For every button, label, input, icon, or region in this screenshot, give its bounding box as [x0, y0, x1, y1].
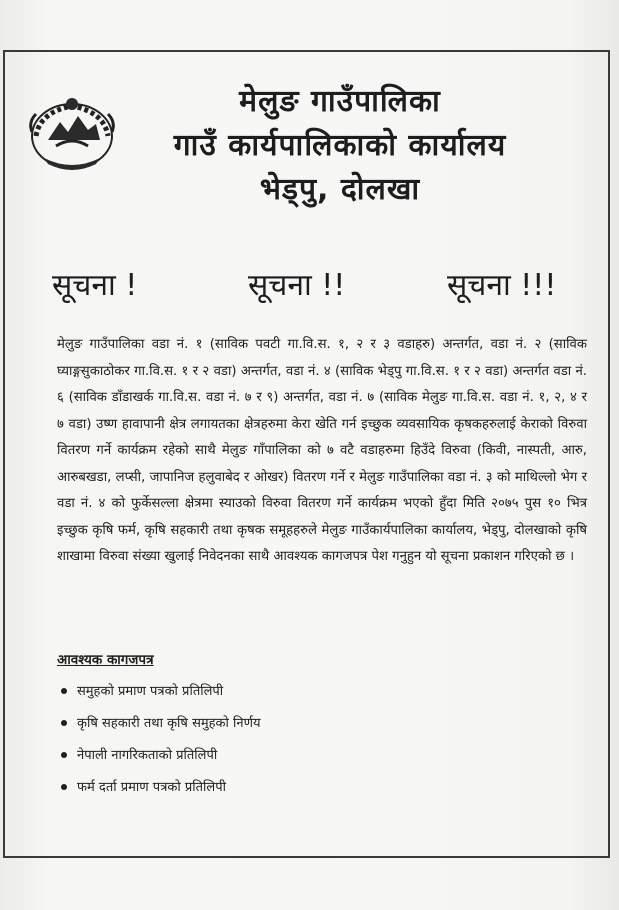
- document-item-label: फर्म दर्ता प्रमाण पत्रको प्रतिलिपी: [77, 780, 226, 795]
- document-item-label: समुहको प्रमाण पत्रको प्रतिलिपी: [77, 684, 224, 699]
- municipality-name: मेलुङ गाउँपालिका: [239, 84, 441, 119]
- required-documents-list: [57, 676, 577, 804]
- office-header: [140, 80, 540, 212]
- document-item-label: नेपाली नागरिकताको प्रतिलिपी: [77, 748, 218, 763]
- bullet-icon: [61, 688, 67, 694]
- list-item: [57, 772, 577, 804]
- nepal-government-emblem-icon: [26, 92, 118, 174]
- bullet-icon: [61, 720, 67, 726]
- list-item: [57, 708, 577, 740]
- document-item-label: कृषि सहकारी तथा कृषि समुहको निर्णय: [77, 716, 261, 731]
- notice-heading-2: सूचना !!: [248, 268, 346, 303]
- notice-heading-row: [0, 268, 619, 308]
- notice-heading-1: सूचना !: [52, 268, 138, 303]
- bullet-icon: [61, 752, 67, 758]
- office-name: गाउँ कार्यपालिकाको कार्यालय: [173, 128, 507, 163]
- required-documents-title: आवश्यक कागजपत्र: [57, 652, 154, 668]
- notice-body-text: मेलुङ गाउँपालिका वडा नं. १ (साविक पवटी गा.वि.स. १, २ र ३ वडाहरु) अन्तर्गत, वडा नं. २ (साविक घ्याङ्गसुकाठोकर गा.वि.स. १ र २ वडा) अन्तर्गत, वडा नं. ४ (साविक भेड्पु गा.वि.स. १ र २ वडा) अन्तर्गत वडा नं. ६ (साविक डाँडाखर्क गा.वि.स. वडा नं. ७ र ९) अन्तर्गत, वडा नं. ७ (साविक मेलुङ गा.वि.स. वडा नं. १, २, ४ र ७ वडा) उष्ण हावापानी क्षेत्र लगायतका क्षेत्रहरुमा केरा खेति गर्न इच्छुक व्यवसायिक कृषकहरुलाई केराको विरुवा वितरण गर्ने कार्यक्रम रहेको साथै मेलुङ गाँपालिका को ७ वटै वडाहरुमा हिउँदे विरुवा (किवी, नास्पती, आरु, आरुबखडा, लप्सी, जापानिज हलुवाबेद र ओखर) वितरण गर्ने र मेलुङ गाउँपालिका वडा नं. ३ को माथिल्लो भेग र वडा नं. ४ को फुर्केसल्ला क्षेत्रमा स्याउको विरुवा वितरण गर्ने कार्यक्रम भएको हुँदा मिति २०७५ पुस १० भित्र इच्छुक कृषि फर्म, कृषि सहकारी तथा कृषक समूहहरुले मेलुङ गाउँकार्यपालिका कार्यालय, भेड्पु, दोलखाको कृषि शाखामा विरुवा संख्या खुलाई निवेदनका साथै आवश्यक कागजपत्र पेश गनुहुन यो सूचना प्रकाशन गरिएको छ ।: [57, 337, 587, 564]
- notice-heading-3: सूचना !!!: [447, 268, 557, 303]
- office-location: भेड्पु, दोलखा: [259, 172, 421, 207]
- list-item: [57, 740, 577, 772]
- bullet-icon: [61, 784, 67, 790]
- list-item: [57, 676, 577, 708]
